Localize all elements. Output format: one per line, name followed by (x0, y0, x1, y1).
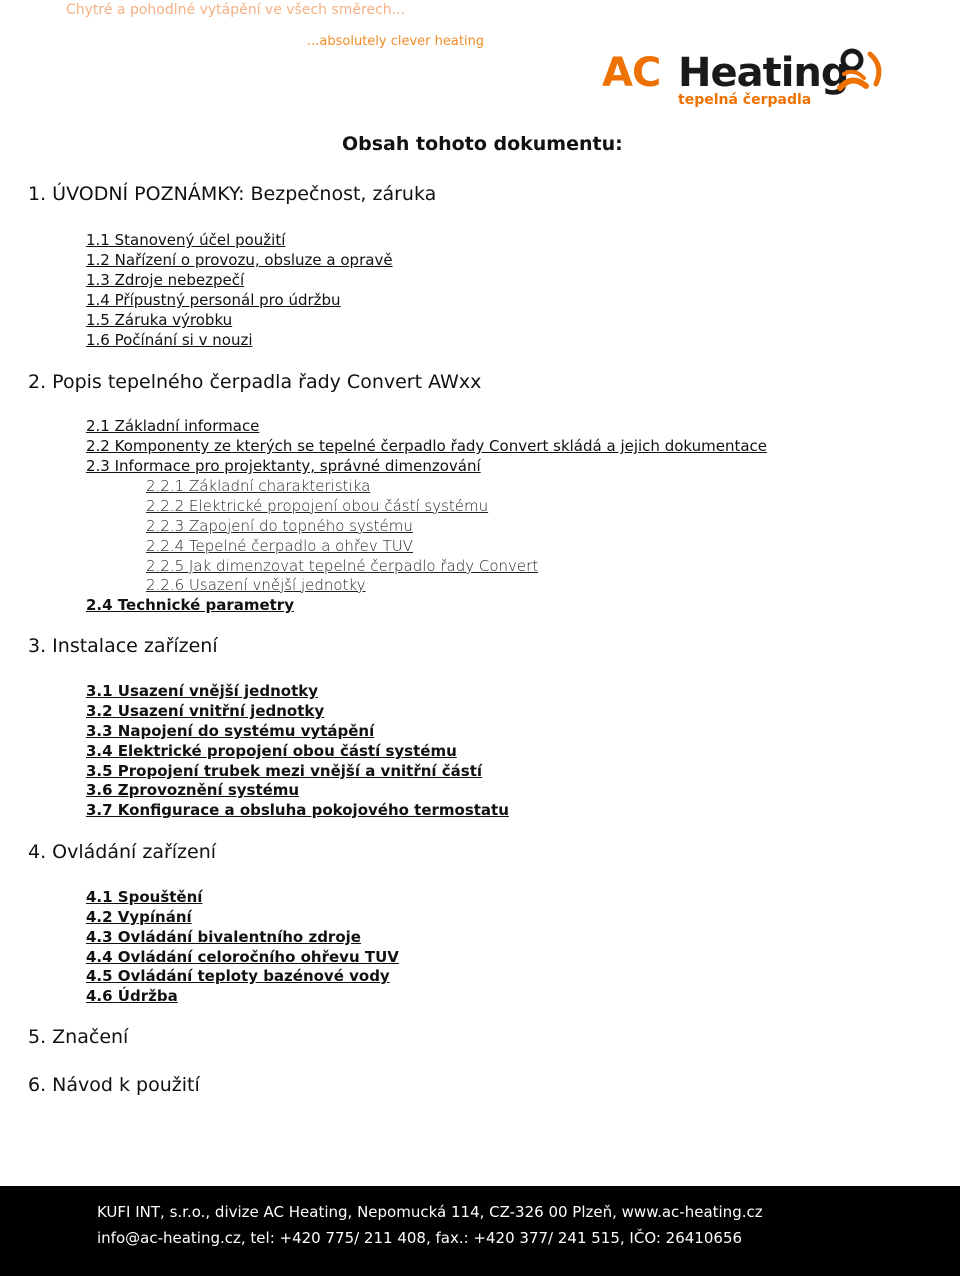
footer-address: KUFI INT, s.r.o., divize AC Heating, Nepomucká 114, CZ-326 00 Plzeň, www.ac-heating.cz (97, 1203, 763, 1221)
toc-link-2-2-1[interactable]: 2.2.1 Základní charakteristika (146, 477, 371, 495)
toc-link-3-1[interactable]: 3.1 Usazení vnější jednotky (86, 682, 318, 700)
toc-link-1-4[interactable]: 1.4 Přípustný personál pro údržbu (86, 291, 341, 309)
toc-link-4-6[interactable]: 4.6 Údržba (86, 987, 178, 1005)
toc-link-2-2-2[interactable]: 2.2.2 Elektrické propojení obou částí systému (146, 497, 489, 515)
toc-link-2-2[interactable]: 2.2 Komponenty ze kterých se tepelné čerpadlo řady Convert skládá a jejich dokumentace (86, 437, 768, 455)
logo-subtitle: tepelná čerpadla (678, 92, 812, 108)
toc-link-2-2-6[interactable]: 2.2.6 Usazení vnější jednotky (146, 576, 366, 594)
toc-link-2-2-5[interactable]: 2.2.5 Jak dimenzovat tepelné čerpadlo řady Convert (146, 557, 539, 575)
toc-link-3-2[interactable]: 3.2 Usazení vnitřní jednotky (86, 702, 325, 720)
toc-link-4-3[interactable]: 4.3 Ovládání bivalentního zdroje (86, 928, 361, 946)
header-slogan: ...absolutely clever heating (307, 34, 485, 49)
toc-link-1-6[interactable]: 1.6 Počínání si v nouzi (86, 331, 253, 349)
toc-link-3-5[interactable]: 3.5 Propojení trubek mezi vnější a vnitřní částí (86, 762, 483, 780)
toc-link-1-5[interactable]: 1.5 Záruka výrobku (86, 311, 233, 329)
logo-text-ac: AC (602, 50, 661, 96)
toc-link-2-4[interactable]: 2.4 Technické parametry (86, 596, 294, 614)
document-title: Obsah tohoto dokumentu: (342, 133, 623, 155)
toc-link-3-7[interactable]: 3.7 Konfigurace a obsluha pokojového termostatu (86, 801, 509, 819)
company-logo[interactable] (602, 44, 892, 114)
section-4-heading: 4. Ovládání zařízení (28, 841, 217, 863)
toc-link-1-3[interactable]: 1.3 Zdroje nebezpečí (86, 271, 245, 289)
section-3-heading: 3. Instalace zařízení (28, 635, 218, 657)
section-2-heading: 2. Popis tepelného čerpadla řady Convert AWxx (28, 371, 482, 393)
heat-pump-swirl-icon (830, 44, 890, 104)
toc-link-2-3[interactable]: 2.3 Informace pro projektanty, správné dimenzování (86, 457, 481, 475)
toc-link-3-6[interactable]: 3.6 Zprovoznění systému (86, 781, 300, 799)
section-1-heading: 1. ÚVODNÍ POZNÁMKY: Bezpečnost, záruka (28, 183, 437, 205)
toc-link-1-1[interactable]: 1.1 Stanovený účel použití (86, 231, 286, 249)
toc-link-4-4[interactable]: 4.4 Ovládání celoročního ohřevu TUV (86, 948, 399, 966)
toc-link-3-4[interactable]: 3.4 Elektrické propojení obou částí systému (86, 742, 457, 760)
toc-link-2-2-4[interactable]: 2.2.4 Tepelné čerpadlo a ohřev TUV (146, 537, 413, 555)
header-tagline: Chytré a pohodlné vytápění ve všech směrech... (66, 2, 406, 18)
toc-link-4-1[interactable]: 4.1 Spouštění (86, 888, 203, 906)
toc-link-4-5[interactable]: 4.5 Ovládání teploty bazénové vody (86, 967, 390, 985)
toc-link-1-2[interactable]: 1.2 Nařízení o provozu, obsluze a opravě (86, 251, 393, 269)
section-5-heading: 5. Značení (28, 1026, 129, 1048)
toc-link-2-1[interactable]: 2.1 Základní informace (86, 417, 260, 435)
footer-contacts: info@ac-heating.cz, tel: +420 775/ 211 408, fax.: +420 377/ 241 515, IČO: 26410656 (97, 1229, 743, 1247)
logo-text-heating: Heating (678, 50, 849, 96)
toc-link-2-2-3[interactable]: 2.2.3 Zapojení do topného systému (146, 517, 413, 535)
section-6-heading: 6. Návod k použití (28, 1074, 200, 1096)
toc-link-3-3[interactable]: 3.3 Napojení do systému vytápění (86, 722, 375, 740)
toc-link-4-2[interactable]: 4.2 Vypínání (86, 908, 192, 926)
page-footer (0, 1186, 960, 1276)
